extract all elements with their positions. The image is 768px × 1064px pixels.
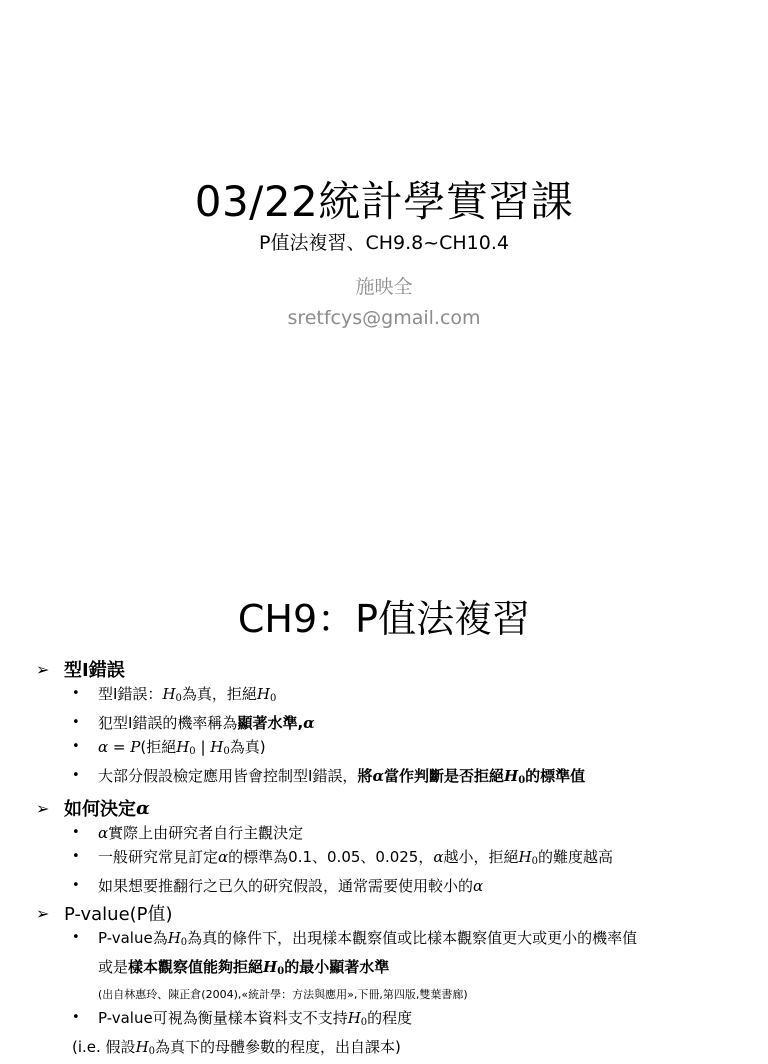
math-symbol: α	[136, 797, 150, 819]
math-symbol: $H_0$	[167, 929, 188, 948]
arrow-bullet-icon: ➢	[36, 659, 50, 679]
item-text: 的難度越高	[537, 848, 613, 866]
math-symbol: $H_0$	[162, 685, 182, 704]
list-item	[72, 735, 736, 764]
bullet-icon: •	[72, 715, 80, 730]
bullet-list	[36, 821, 736, 898]
bullet-list	[36, 682, 736, 793]
arrow-bullet-icon: ➢	[36, 903, 50, 923]
section-title: P-value(P值)	[64, 904, 173, 925]
item-text: 大部分假設檢定應用皆會控制型I錯誤，	[98, 767, 358, 785]
bullet-icon: •	[72, 849, 80, 864]
item-text: 一般研究常見訂定	[98, 848, 219, 866]
bullet-icon: •	[72, 686, 80, 701]
bullet-icon: •	[72, 930, 80, 945]
math-symbol: α	[372, 767, 384, 785]
bullet-list	[36, 926, 736, 1064]
list-item	[72, 711, 736, 735]
arrow-bullet-icon: ➢	[36, 798, 50, 818]
list-item	[72, 1006, 736, 1035]
section-title: 如何決定	[64, 799, 136, 820]
list-item	[72, 764, 736, 793]
section-heading	[36, 900, 736, 926]
item-text: (i.e. 假設	[72, 1038, 136, 1056]
math-symbol: α	[303, 714, 315, 732]
section-heading	[36, 795, 736, 821]
item-text-bold: 將	[357, 767, 373, 785]
item-text: 越小，拒絕	[443, 848, 519, 866]
list-item	[72, 926, 736, 1006]
slide-title: 03/22統計學實習課	[194, 177, 574, 226]
item-text: P-value可視為衡量樣本資料支不支持	[98, 1009, 348, 1027]
citation: (出自林惠玲、陳正倉(2004),«統計學：方法與應用»,下冊,第四版,雙葉書廊)	[98, 988, 468, 1001]
list-item	[72, 821, 736, 845]
item-text-bold: 當作判斷是否拒絕	[384, 767, 505, 785]
item-text: (拒絕	[140, 738, 177, 756]
slide-title: CH9：P值法複習	[237, 597, 531, 641]
item-text: 的標準為0.1、0.05、0.025，	[228, 848, 434, 866]
math-symbol: α	[98, 824, 109, 842]
item-text: 如果想要推翻行之已久的研究假設，通常需要使用較小的	[98, 877, 474, 895]
math-symbol: α	[98, 738, 109, 756]
item-text-bold: 的標準值	[525, 767, 586, 785]
math-symbol: α	[433, 848, 444, 866]
bullet-icon: •	[72, 739, 80, 754]
math-symbol: $H_0$	[256, 685, 277, 704]
content-slide	[0, 576, 768, 1057]
bullet-icon: •	[72, 825, 80, 840]
item-text: 為真的條件下，出現樣本觀察值或比樣本觀察值更大或更小的機率值	[187, 929, 638, 947]
math-symbol: $H_0$	[504, 767, 526, 786]
section-title: 型I錯誤	[64, 660, 125, 681]
bullet-icon: •	[72, 878, 80, 893]
item-text: =	[108, 738, 131, 756]
list-item	[72, 1035, 736, 1064]
bullet-icon: •	[72, 768, 80, 783]
math-symbol: α	[473, 877, 484, 895]
slide-subtitle: P值法複習、CH9.8~CH10.4	[258, 232, 509, 254]
item-continuation: 或是樣本觀察值能夠拒絕$H_0$的最小顯著水準	[98, 958, 390, 977]
math-symbol: $H_0$	[210, 738, 230, 757]
math-symbol: P	[130, 738, 141, 756]
math-symbol: α	[218, 848, 229, 866]
author-email: sretfcys@gmail.com	[287, 307, 481, 329]
math-symbol: $H_0$	[347, 1009, 368, 1028]
math-symbol: $H_0$	[135, 1038, 156, 1057]
author-name: 施映全	[355, 276, 413, 298]
item-text: 犯型I錯誤的機率稱為	[98, 714, 238, 732]
item-text: 型I錯誤：	[98, 685, 163, 703]
item-text: |	[195, 738, 211, 756]
item-text: 的程度	[367, 1009, 413, 1027]
section-heading	[36, 656, 736, 682]
math-symbol: $H_0$	[176, 738, 196, 757]
item-text: 為真)	[229, 738, 266, 756]
math-symbol: $H_0$	[518, 848, 538, 867]
item-text: 為真，拒絕	[181, 685, 257, 703]
list-item	[72, 682, 736, 711]
item-text: P-value為	[98, 929, 168, 947]
item-text-bold: 顯著水準,	[237, 714, 304, 732]
bullet-icon: •	[72, 1010, 80, 1025]
item-text: 實際上由研究者自行主觀決定	[108, 824, 304, 842]
list-item	[72, 845, 736, 874]
slide-body	[36, 654, 736, 1064]
item-text: 為真下的母體參數的程度，出自課本)	[155, 1038, 401, 1056]
list-item	[72, 874, 736, 898]
